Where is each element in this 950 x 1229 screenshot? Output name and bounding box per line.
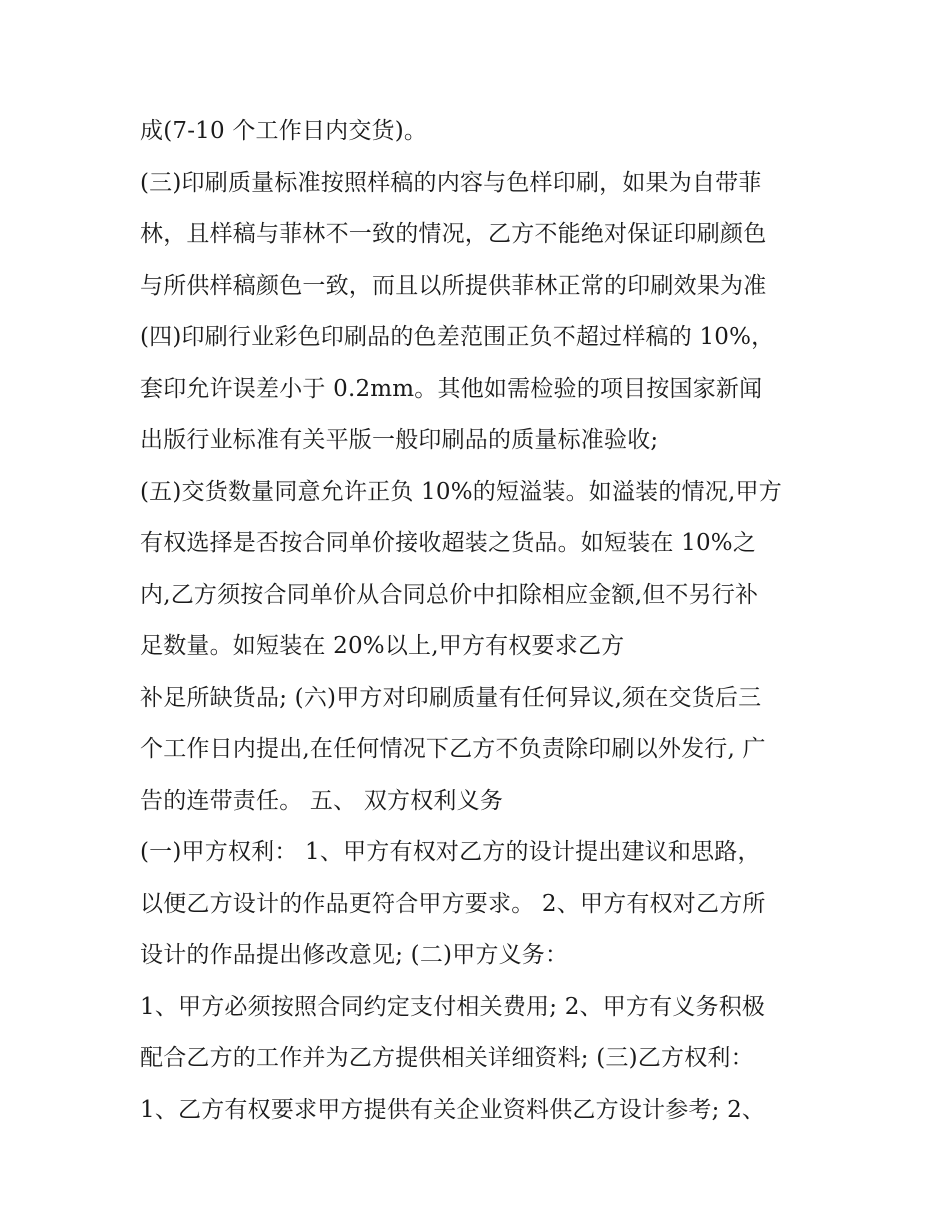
text-line: (三)印刷质量标准按照样稿的内容与色样印刷，如果为自带菲 [140, 169, 762, 196]
text-line: 套印允许误差小于 0.2mm。其他如需检验的项目按国家新闻 [140, 375, 763, 402]
text-line: 与所供样稿颜色一致，而且以所提供菲林正常的印刷效果为准 [140, 272, 767, 299]
text-line: 出版行业标准有关平版一般印刷品的质量标准验收; [140, 427, 659, 453]
text-line: 1、乙方有权要求甲方提供有关企业资料供乙方设计参考; 2、 [140, 1096, 766, 1123]
text-line: (四)印刷行业彩色印刷品的色差范围正负不超过样稿的 10%， [140, 324, 775, 350]
text-line: 林，且样稿与菲林不一致的情况，乙方不能绝对保证印刷颜色 [140, 221, 767, 247]
text-line: 成(7-10 个工作日内交货)。 [140, 118, 428, 144]
text-line: 内,乙方须按合同单价从合同总价中扣除相应金额,但不另行补 [140, 581, 759, 608]
text-line: 以便乙方设计的作品更符合甲方要求。 2、甲方有权对乙方所 [140, 890, 766, 917]
document-body [140, 106, 830, 1136]
text-line: 设计的作品提出修改意见; (二)甲方义务： [140, 942, 569, 968]
text-line: 有权选择是否按合同单价接收超装之货品。如短装在 10%之 [140, 530, 757, 556]
text-line: (一)甲方权利： 1、甲方有权对乙方的设计提出建议和思路， [140, 839, 761, 865]
text-line: 告的连带责任。 五、 双方权利义务 [140, 787, 504, 814]
text-line: 1、甲方必须按照合同约定支付相关费用; 2、甲方有义务积极 [140, 993, 766, 1020]
text-line: 个工作日内提出,在任何情况下乙方不负责除印刷以外发行, 广 [140, 736, 766, 762]
text-line: (五)交货数量同意允许正负 10%的短溢装。如溢装的情况,甲方 [140, 478, 782, 505]
text-line: 足数量。如短装在 20%以上,甲方有权要求乙方 [140, 633, 625, 659]
text-line: 补足所缺货品; (六)甲方对印刷质量有任何异议,须在交货后三 [140, 684, 762, 711]
text-line: 配合乙方的工作并为乙方提供相关详细资料; (三)乙方权利： [140, 1045, 754, 1071]
